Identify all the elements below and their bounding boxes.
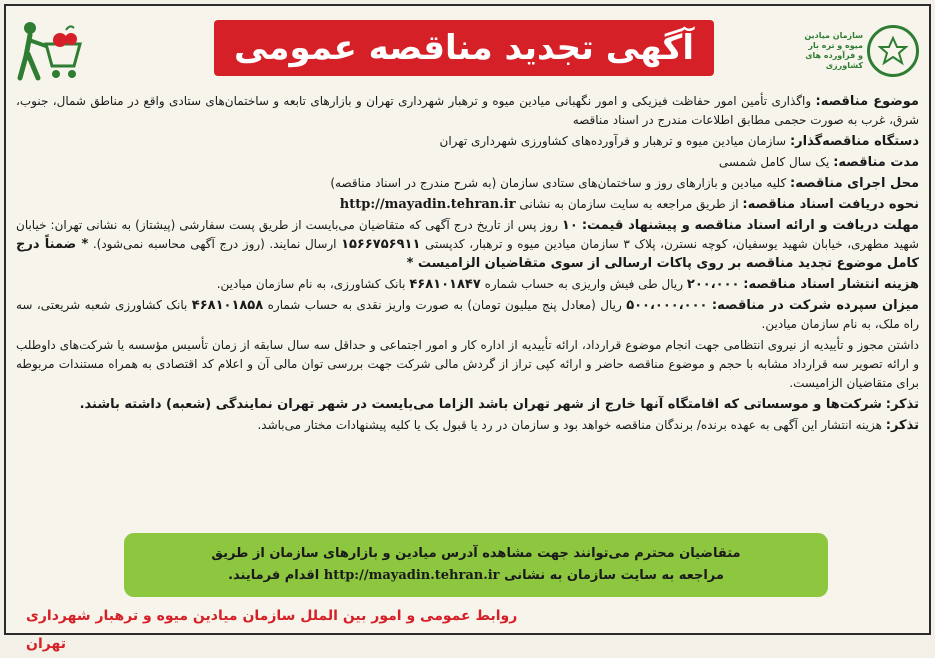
deposit-account-number: ۴۶۸۱۰۱۸۵۸	[191, 298, 264, 313]
deadline-note: * ضمناً درج کامل موضوع تجدید مناقصه بر روی پاکات ارسالی از سوی متقاضیان الزامیست *	[16, 237, 919, 271]
organization-logo-text: سازمان میادین میوه و تره بار و فرآورده های کشاورزی	[804, 31, 863, 70]
issuer-paragraph	[16, 132, 919, 151]
requirements-paragraph	[16, 336, 919, 393]
note2-paragraph	[16, 416, 919, 435]
website-notice-box	[124, 533, 828, 597]
fee-amount: ۲۰۰،۰۰۰	[686, 277, 740, 292]
note1-paragraph	[16, 395, 919, 414]
header	[6, 12, 929, 88]
subject-paragraph	[16, 92, 919, 130]
deadline-days: ۱۰	[561, 218, 578, 233]
fee-text: ریال طی فیش واریزی به حساب شماره	[484, 277, 684, 291]
docs-url-link[interactable]: http://mayadin.tehran.ir	[339, 197, 516, 212]
deadline-postcode: ۱۵۶۶۷۵۶۹۱۱	[341, 237, 421, 252]
note1-label: تذکر:	[885, 397, 919, 412]
subject-text: واگذاری تأمین امور حفاظت فیزیکی و امور نگهبانی میادین میوه و ترهبار شهرداری تهران و بازارهای تابعه و ساختمان‌های ستادی واقع در مناطق شمال، جنوب، شرق، غرب به صورت حجمی مطابق اطلاعات مندرج در اسناد مناقصه	[16, 94, 919, 127]
advertisement-page	[4, 4, 931, 652]
shopping-cart-logo-icon	[16, 20, 86, 84]
fee-text-2: بانک کشاورزی، به نام سازمان میادین.	[216, 277, 406, 291]
deadline-label: مهلت دریافت و ارائه اسناد مناقصه و پیشنهاد قیمت:	[581, 218, 919, 233]
duration-label: مدت مناقصه:	[833, 155, 919, 170]
subject-label: موضوع مناقصه:	[815, 94, 919, 109]
deposit-paragraph	[16, 296, 919, 334]
duration-paragraph	[16, 153, 919, 172]
duration-text: یک سال کامل شمسی	[718, 155, 830, 169]
issuer-text: سازمان میادین میوه و ترهبار و فرآورده‌های کشاورزی شهرداری تهران	[439, 134, 787, 148]
website-notice-line2-b: اقدام فرمایند.	[228, 568, 320, 583]
organization-seal-icon	[867, 25, 919, 77]
deposit-amount: ۵۰۰،۰۰۰،۰۰۰	[626, 298, 708, 313]
note2-label: تذکر:	[885, 418, 919, 433]
tender-details	[16, 92, 919, 437]
note2-text: هزینه انتشار این آگهی به عهده برنده/ برندگان مناقصه خواهد بود و سازمان در رد یا قبول یک یا کلیه پیشنهادات مختار می‌باشد.	[257, 418, 882, 432]
issuer-label: دستگاه مناقصه‌گذار:	[789, 134, 919, 149]
website-notice-line1: متقاضیان محترم می‌توانند جهت مشاهده آدرس میادین و بازارهای سازمان از طریق	[211, 546, 741, 561]
note1-text: شرکت‌ها و موسساتی که اقامتگاه آنها خارج از شهر تهران باشد الزاما می‌بایست در شهر تهران نمایندگی (شعبه) داشته باشند.	[79, 397, 882, 412]
page-title: آگهی تجدید مناقصه عمومی	[234, 28, 694, 68]
deadline-paragraph	[16, 216, 919, 273]
footer-signature: روابط عمومی و امور بین الملل سازمان میادین میوه و ترهبار شهرداری تهران	[26, 608, 518, 652]
deposit-label: میزان سپرده شرکت در مناقصه:	[711, 298, 919, 313]
deadline-text-1: روز پس از تاریخ درج آگهی که متقاضیان می‌بایست از طریق پست سفارشی (پیشتاز) به نشانی تهران: خیابان شهید مطهری، خیابان شهید یوسفیان، کوچه نسترن، پلاک ۳ سازمان میادین میوه و ترهبار، کدپستی	[16, 218, 919, 251]
deposit-text: ریال (معادل پنج میلیون تومان) به صورت واریز نقدی به حساب شماره	[267, 298, 622, 312]
page-title-banner	[214, 20, 714, 76]
docs-text: از طریق مراجعه به سایت سازمان به نشانی	[519, 197, 739, 211]
location-label: محل اجرای مناقصه:	[790, 176, 919, 191]
requirements-text: داشتن مجوز و تأییدیه از نیروی انتظامی جهت انجام موضوع قرارداد، ارائه تأییدیه از اداره کار و امور اجتماعی و حداقل سه سال سابقه از زمان تأسیس مؤسسه یا شرکت‌های داوطلب و ارائه تصویر سه قرارداد مشابه با حجم و موضوع مناقصه حاضر و ارائه کپی تراز از گردش مالی شرکت جهت بررسی توان مالی آن و اعلام کد اقتصادی به همراه مستندات مربوطه برای متقاضیان الزامیست.	[16, 338, 919, 390]
docs-label: نحوه دریافت اسناد مناقصه:	[742, 197, 919, 212]
docs-paragraph	[16, 195, 919, 214]
fee-account-number: ۴۶۸۱۰۱۸۴۷	[409, 277, 481, 292]
location-text: کلیه میادین و بازارهای روز و ساختمان‌های ستادی سازمان (به شرح مندرج در اسناد مناقصه)	[330, 176, 787, 190]
website-notice-line2-a: مراجعه به سایت سازمان به نشانی	[504, 568, 724, 583]
organization-logo	[799, 16, 919, 86]
fee-label: هزینه انتشار اسناد مناقصه:	[743, 277, 919, 292]
fee-paragraph	[16, 275, 919, 294]
deadline-text-2: ارسال نمایند. (روز درج آگهی محاسبه نمی‌شود).	[92, 237, 337, 251]
location-paragraph	[16, 174, 919, 193]
website-notice-line2	[124, 565, 828, 587]
deposit-text-2: بانک کشاورزی شعبه شریعتی، سه راه ملک، به نام سازمان میادین.	[16, 298, 919, 331]
website-notice-url-link[interactable]: http://mayadin.tehran.ir	[323, 568, 500, 583]
